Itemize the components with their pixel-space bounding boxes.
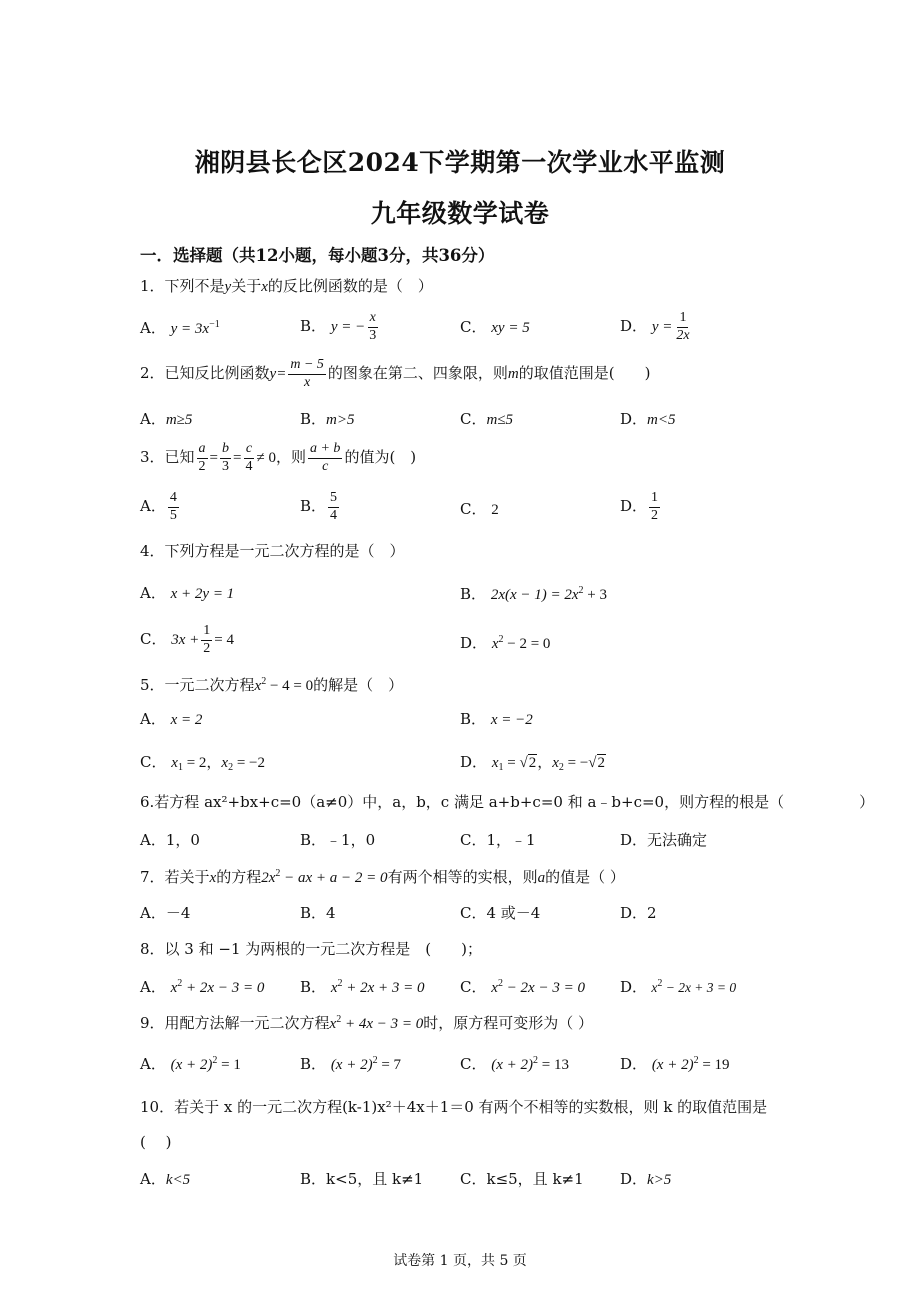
question-1 [140,279,433,295]
option-label: B． [300,978,327,996]
q9-option-a [140,1056,241,1073]
question-10: 10．若关于 x 的一元二次方程(k-1)x²＋4x＋1＝0 有两个不相等的实数根，则 k 的取值范围是 [140,1098,768,1116]
option-label: D． [620,410,648,428]
question-6: 6.若方程 ax²+bx+c=0（a≠0）中，a，b，c 满足 a+b+c=0 和 a﹣b+c=0，则方程的根是（ ） [140,793,875,811]
q7-text-mid: 的方程 [216,868,262,886]
q2-text-suffix2: 的取值范围是( ) [518,364,651,383]
option-label: D． [620,1055,648,1073]
fraction-num: c [245,441,253,456]
q8-option-c [460,979,585,996]
q7-option-a [140,906,190,921]
q8-option-d [620,979,736,996]
q2-text: 2．已知反比例函数 [140,364,270,383]
fraction-num: x [369,310,376,325]
exam-subtitle: 九年级数学试卷 [370,199,550,228]
q7-option-c [460,906,540,921]
subscript: 2 [228,762,234,773]
fraction-num: 1 [201,624,212,641]
q3-option-c [460,502,499,518]
option-label: B． [300,497,327,516]
option-math-rest: = 19 [698,1057,730,1073]
option-exponent: 2 [498,634,504,645]
q4-option-d [460,635,550,652]
q5-exponent: 2 [261,676,267,687]
option-label: D． [460,753,488,771]
option-math-rest: − 2x − 3 = 0 [502,980,585,996]
option-label: A． [140,904,166,922]
option-text: －4 [165,904,191,922]
option-math: x [491,636,499,652]
q6-option-d [620,833,707,848]
option-text: 4 或－4 [486,904,541,922]
sqrt-radicand: 2 [597,755,606,771]
fraction-den: 3 [369,327,377,343]
option-label: C． [140,753,167,771]
option-label: D． [460,634,488,652]
option-math: 2 [491,502,499,518]
option-math: m≤5 [486,412,514,428]
option-math: x + 2y = 1 [170,586,235,602]
option-label: A． [140,497,166,516]
option-text: 1，0 [165,831,200,849]
q1-option-b [300,311,380,343]
q3-text-suffix: 的值为( ) [344,448,417,467]
q5-option-c [140,755,265,773]
q10-option-c [460,1172,584,1187]
question-10-cont: ( ) [140,1133,172,1151]
q9-option-d [620,1056,730,1073]
option-label: C． [460,500,487,518]
option-label: A． [140,410,166,428]
option-math: (x + 2) [170,1057,213,1073]
option-math: y = [651,319,673,336]
q1-var-y: y [224,279,232,295]
option-text: 4 [326,904,336,922]
question-8: 8．以 3 和 −1 为两根的一元二次方程是 ( )； [140,940,482,958]
fraction-den: 2 [651,507,659,523]
q7-math: 2x [261,870,276,886]
option-math-rest: − 2 = 0 [503,636,551,652]
sqrt-radicand: 2 [528,755,537,771]
option-text: k≤5，且 k≠1 [486,1170,584,1188]
option-math: x [171,755,178,771]
q1-option-c [460,320,530,336]
option-label: C． [140,630,167,649]
fraction-num: a + b [309,441,341,456]
option-exponent: −1 [209,319,220,330]
equals: = [233,450,242,467]
q9-math: x [329,1016,337,1032]
fraction [201,624,212,656]
option-math: 2x(x − 1) = 2x [490,587,579,603]
question-3 [140,442,416,474]
option-math: x [552,755,559,771]
option-text: k<5，且 k≠1 [326,1170,424,1188]
option-math: x = −2 [490,712,533,728]
fraction [220,442,231,474]
option-math: x [330,980,338,996]
q1-option-d [620,311,694,343]
q9-option-b [300,1056,401,1073]
fraction-num: 1 [677,311,688,328]
option-exponent: 2 [372,1055,378,1066]
option-exponent: 2 [657,978,663,989]
option-math: (x + 2) [491,1057,534,1073]
q1-option-a [140,320,220,337]
option-text: 1，﹣1 [486,831,536,849]
option-label: B． [300,317,327,336]
q1-text-suffix: 的反比例函数的是（ ） [267,277,433,295]
q9-text-suffix: 时，原方程可变形为（ ） [423,1014,594,1032]
option-label: D． [620,904,648,922]
q7-exponent: 2 [275,868,281,879]
section-heading: 一．选择题（共12小题，每小题3分，共36分） [140,246,495,265]
q2-option-d [620,412,676,428]
q3-option-a [140,491,181,523]
q1-var-x: x [261,279,268,295]
q7-var-x: x [209,870,217,886]
fraction-num: 1 [649,491,660,508]
option-math-rest: = 1 [217,1057,241,1073]
option-label: B． [300,904,327,922]
option-math-rest: = 2， [182,755,222,771]
q9-text: 9．用配方法解一元二次方程 [140,1014,330,1032]
option-label: A． [140,584,166,602]
option-label: D． [620,831,648,849]
option-math: (x + 2) [330,1057,373,1073]
option-label: B． [300,1055,327,1073]
fraction-num: m − 5 [290,357,324,372]
option-label: D． [620,497,648,516]
q5-option-b [460,712,533,728]
fraction-num: 5 [328,491,339,508]
q8-option-a [140,979,264,996]
q1-text-mid: 关于 [231,277,262,295]
fraction-den: 2 [198,458,206,474]
q9-option-c [460,1056,569,1073]
q2-option-c [460,412,513,428]
option-text: ﹣1，0 [326,831,376,849]
option-math: y = 3x [170,321,210,337]
fraction-den: 4 [330,507,338,523]
fraction-den: 2 [203,640,211,656]
option-exponent: 2 [693,1055,699,1066]
sqrt-sign: = −√ [563,755,597,771]
fraction [674,311,691,343]
q5-option-d [460,755,606,773]
option-label: D． [620,317,648,336]
q10-option-a [140,1172,190,1188]
option-label: B． [300,1170,327,1188]
option-text: 2 [647,904,657,922]
q6-option-c [460,833,536,848]
q1-text: 1．下列不是 [140,277,225,295]
option-math: (x + 2) [651,1057,694,1073]
option-math-rest: + 2x + 3 = 0 [342,980,425,996]
option-math: x [221,755,229,771]
q7-var-a: a [537,870,546,886]
q7-option-d [620,906,657,921]
q3-text: 3．已知 [140,448,195,467]
option-label: A． [140,831,166,849]
question-9 [140,1015,593,1032]
option-label: C． [460,1170,487,1188]
q5-option-a [140,712,202,728]
subscript: 1 [498,762,504,773]
q6-option-b [300,833,375,848]
q7-option-b [300,906,336,921]
option-math: k<5 [165,1172,191,1188]
option-exponent: 2 [337,978,343,989]
option-math-rest: + 2x − 3 = 0 [182,980,265,996]
option-label: B． [460,585,487,603]
fraction [328,491,339,523]
q3-option-b [300,491,341,523]
question-4: 4．下列方程是一元二次方程的是（ ） [140,542,405,560]
q4-option-a [140,586,234,602]
equals: = [209,450,219,467]
option-label: D． [620,978,648,996]
option-math-rest: = −2 [233,755,265,771]
q9-math-rest: + 4x − 3 = 0 [341,1016,424,1032]
option-math-rest: + 3 [583,587,607,603]
fraction-den: 5 [169,507,177,523]
option-math: k>5 [647,1172,672,1188]
fraction [308,442,342,474]
option-math: x [491,755,499,771]
comma: ， [537,753,553,771]
option-label: A． [140,319,166,337]
option-label: A． [140,1055,166,1073]
question-7 [140,869,625,886]
q2-math: y= [269,366,287,383]
q5-text: 5．一元二次方程 [140,676,255,694]
fraction [243,442,254,474]
option-label: B． [300,410,327,428]
q9-exponent: 2 [336,1014,342,1025]
option-label: D． [620,1170,648,1188]
q3-option-d [620,491,662,523]
question-2 [140,358,650,390]
fraction [367,311,378,343]
q10-option-d [620,1172,671,1188]
fraction [288,358,326,390]
q7-text: 7．若关于 [140,868,210,886]
fraction-den: 3 [222,458,230,474]
q4-option-b [460,586,607,603]
option-text: 无法确定 [647,831,708,849]
fraction-den: c [322,458,329,474]
fraction [197,442,208,474]
not-equal-zero: ≠ 0 [256,450,276,467]
question-5 [140,677,403,694]
option-exponent: 2 [533,1055,539,1066]
option-math-rest: = 13 [538,1057,570,1073]
option-label: A． [140,1170,166,1188]
fraction-den: 2x [676,327,690,343]
q6-option-a [140,833,200,848]
q2-option-a [140,412,192,428]
sqrt-sign: = √ [503,755,528,771]
exam-title: 湘阴县长仑区2024下学期第一次学业水平监测 [194,148,726,177]
option-exponent: 2 [578,585,584,596]
fraction-den: x [304,374,311,390]
fraction-num: b [222,441,230,456]
fraction-num: a [198,441,206,456]
option-math: x = 2 [170,712,203,728]
q7-text-mid2: 有两个相等的实根，则 [387,868,538,886]
q2-var-m: m [507,366,519,383]
option-label: A． [140,978,166,996]
q3-text-mid: ，则 [275,448,306,467]
option-math: xy = 5 [491,320,530,336]
option-label: C． [460,978,487,996]
option-math-rest: = 4 [214,632,235,649]
subscript: 2 [558,762,564,773]
option-label: B． [300,831,327,849]
option-label: B． [460,710,487,728]
option-math: x [170,980,178,996]
option-math: y = − [330,319,366,336]
option-label: C． [460,904,487,922]
fraction [649,491,660,523]
q5-text-suffix: 的解是（ ） [313,676,404,694]
option-math: m<5 [647,412,676,428]
q7-math-rest: − ax + a − 2 = 0 [280,870,388,886]
option-label: C． [460,318,487,336]
option-exponent: 2 [177,978,183,989]
fraction-den: 4 [245,458,253,474]
q4-option-c [140,624,234,656]
option-label: C． [460,1055,487,1073]
fraction-num: 4 [168,491,179,508]
option-label: C． [460,410,487,428]
q10-option-b [300,1172,423,1187]
subscript: 1 [177,762,183,773]
q8-option-b [300,979,425,996]
option-math-rest: − 2x + 3 = 0 [662,980,737,995]
option-math: m≥5 [165,412,193,428]
option-math: x [651,980,658,995]
option-label: C． [460,831,487,849]
page-footer: 试卷第 1 页，共 5 页 [393,1253,527,1269]
option-exponent: 2 [212,1055,218,1066]
option-math: x [491,980,498,996]
q7-text-suffix: 的值是（ ） [545,868,625,886]
option-exponent: 2 [497,978,503,989]
option-math: 3x + [171,632,200,649]
fraction [168,491,179,523]
q5-math-rest: − 4 = 0 [266,678,314,694]
option-label: A． [140,710,166,728]
option-math: m>5 [326,412,355,428]
q2-text-suffix: 的图象在第二、四象限，则 [327,364,508,383]
option-math-rest: = 7 [377,1057,402,1073]
q2-option-b [300,412,355,428]
q5-math: x [254,678,262,694]
